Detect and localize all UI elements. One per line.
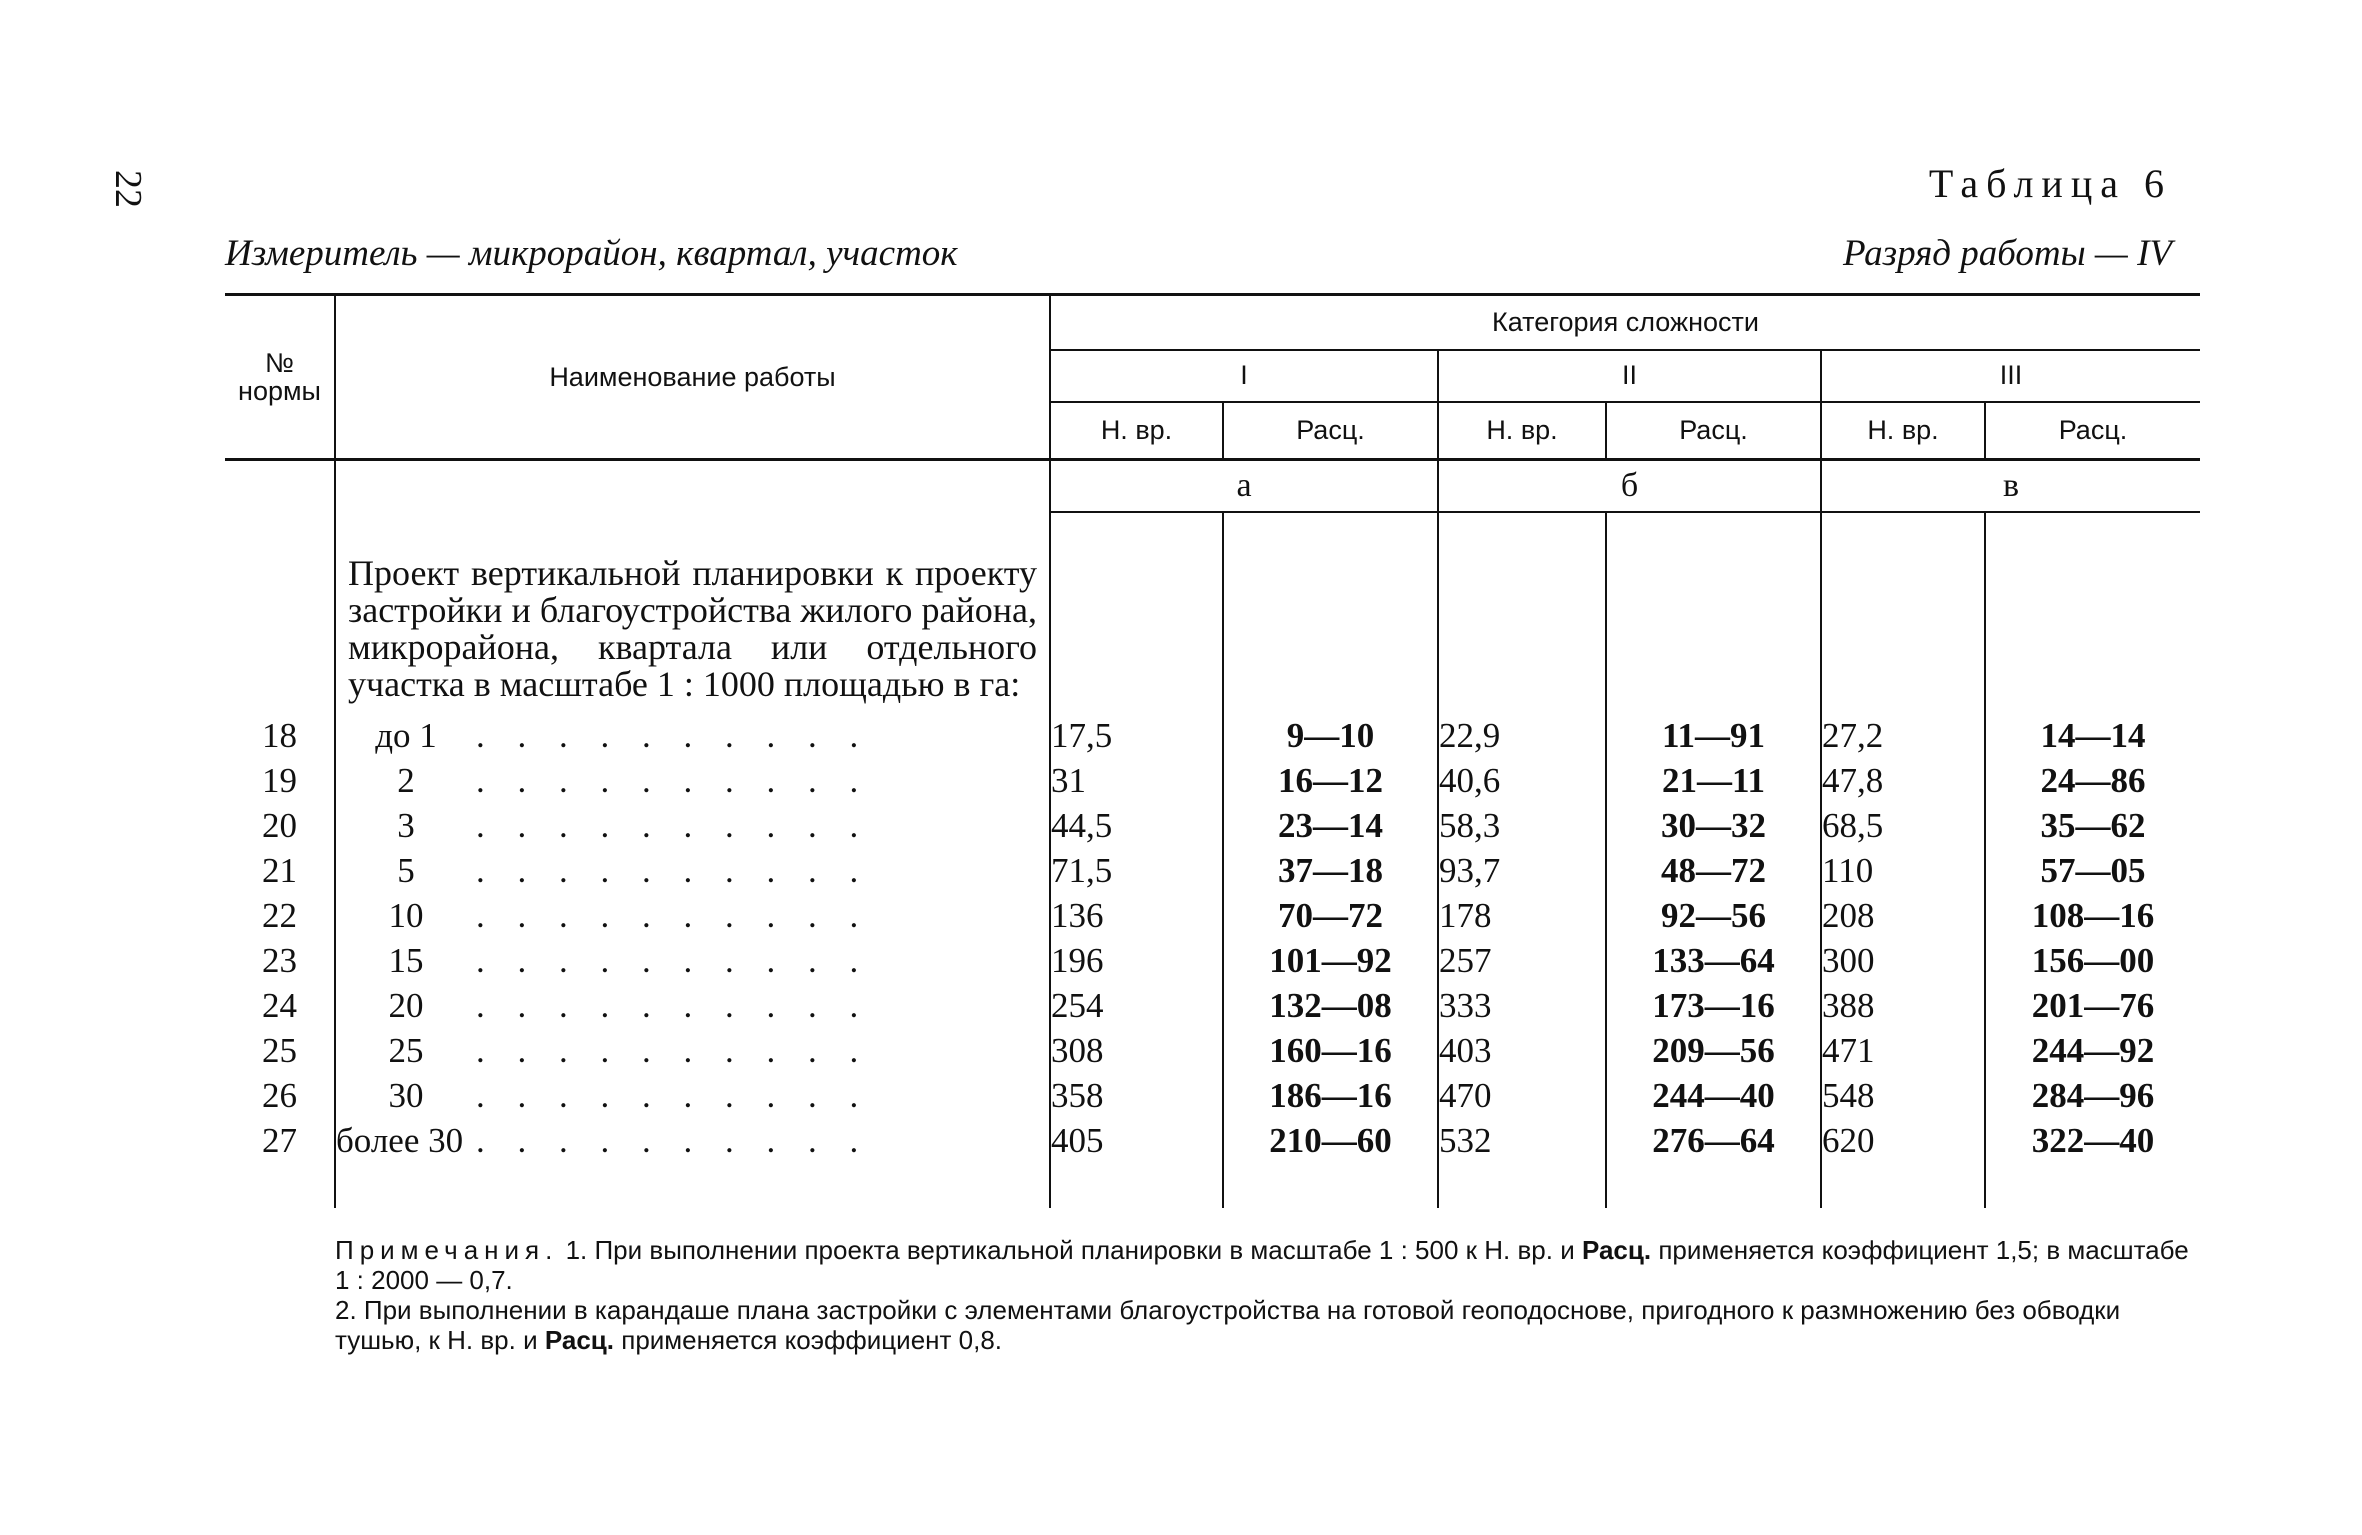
row-rasc-cat2: 11—91 [1606, 713, 1821, 758]
row-rasc-cat3: 24—86 [1985, 758, 2200, 803]
row-hvr-cat1: 196 [1050, 938, 1223, 983]
row-hvr-cat3: 620 [1821, 1118, 1985, 1163]
row-rasc-cat1: 186—16 [1223, 1073, 1438, 1118]
header-complexity-category: Категория сложности [1050, 295, 2200, 350]
row-hvr-cat1: 71,5 [1050, 848, 1223, 893]
row-work-name: 25 [388, 1030, 424, 1070]
row-rasc-cat1: 23—14 [1223, 803, 1438, 848]
note-2-bold: Расц. [544, 1325, 614, 1355]
norms-table [225, 293, 2200, 1208]
row-rasc-cat2: 209—56 [1606, 1028, 1821, 1073]
note-1-text-b: применяется коэффициент 1,5; в масштабе 1 : 2000 — 0,7. [335, 1235, 2189, 1295]
table-row [225, 893, 2200, 938]
row-rasc-cat1: 70—72 [1223, 893, 1438, 938]
header-category-2: II [1438, 350, 1821, 402]
header-rasc-2: Расц. [1606, 402, 1821, 460]
row-norm-number: 25 [262, 1030, 297, 1070]
row-rasc-cat1: 210—60 [1223, 1118, 1438, 1163]
header-rasc-3: Расц. [1985, 402, 2200, 460]
note-1-text-a: 1. При выполнении проекта вертикальной планировки в масштабе 1 : 500 к Н. вр. и [565, 1235, 1575, 1265]
notes [225, 1235, 2210, 1355]
row-rasc-cat3: 322—40 [1985, 1118, 2200, 1163]
table-row [225, 938, 2200, 983]
table-row [225, 803, 2200, 848]
row-rasc-cat3: 156—00 [1985, 938, 2200, 983]
row-norm-number: 23 [262, 940, 297, 980]
row-hvr-cat2: 333 [1438, 983, 1606, 1028]
dot-leader: . . . . . . . . . . [476, 1030, 871, 1070]
row-hvr-cat2: 22,9 [1438, 713, 1606, 758]
row-rasc-cat2: 30—32 [1606, 803, 1821, 848]
dot-leader: . . . . . . . . . . [476, 940, 871, 980]
work-grade: Разряд работы — IV [1842, 233, 2172, 274]
row-rasc-cat3: 35—62 [1985, 803, 2200, 848]
row-rasc-cat3: 244—92 [1985, 1028, 2200, 1073]
meta-row [225, 232, 2172, 275]
row-work-name: 3 [397, 805, 415, 845]
row-rasc-cat1: 132—08 [1223, 983, 1438, 1028]
row-hvr-cat2: 257 [1438, 938, 1606, 983]
letter-row [225, 460, 2200, 513]
table-row [225, 1073, 2200, 1118]
row-work-name: 20 [388, 985, 424, 1025]
row-work-name: 5 [397, 850, 415, 890]
row-rasc-cat2: 48—72 [1606, 848, 1821, 893]
letter-a: а [1050, 460, 1438, 513]
dot-leader: . . . . . . . . . . [476, 1075, 871, 1115]
measure-unit: Измеритель — микрорайон, квартал, участок [225, 233, 958, 274]
table-row [225, 758, 2200, 803]
row-hvr-cat1: 308 [1050, 1028, 1223, 1073]
table-row [225, 1118, 2200, 1163]
row-work-name: до 1 [375, 715, 437, 755]
row-hvr-cat3: 548 [1821, 1073, 1985, 1118]
row-hvr-cat1: 17,5 [1050, 713, 1223, 758]
row-hvr-cat3: 300 [1821, 938, 1985, 983]
row-rasc-cat2: 133—64 [1606, 938, 1821, 983]
table-row [225, 983, 2200, 1028]
row-hvr-cat2: 40,6 [1438, 758, 1606, 803]
row-hvr-cat2: 403 [1438, 1028, 1606, 1073]
spacer-row [225, 1163, 2200, 1208]
row-work-name: более 30 [336, 1120, 464, 1160]
note-2-text-b: применяется коэффициент 0,8. [621, 1325, 1003, 1355]
row-norm-number: 22 [262, 895, 297, 935]
row-hvr-cat2: 178 [1438, 893, 1606, 938]
row-rasc-cat2: 276—64 [1606, 1118, 1821, 1163]
note-1-bold: Расц. [1581, 1235, 1652, 1265]
dot-leader: . . . . . . . . . . [476, 1120, 871, 1160]
header-hvr-1: Н. вр. [1050, 402, 1223, 460]
header-hvr-3: Н. вр. [1821, 402, 1985, 460]
header-work-name: Наименование работы [335, 295, 1050, 460]
row-rasc-cat2: 21—11 [1606, 758, 1821, 803]
row-rasc-cat3: 201—76 [1985, 983, 2200, 1028]
row-rasc-cat2: 92—56 [1606, 893, 1821, 938]
row-hvr-cat1: 358 [1050, 1073, 1223, 1118]
row-rasc-cat2: 244—40 [1606, 1073, 1821, 1118]
row-rasc-cat1: 101—92 [1223, 938, 1438, 983]
row-hvr-cat3: 471 [1821, 1028, 1985, 1073]
row-rasc-cat1: 37—18 [1223, 848, 1438, 893]
row-work-name: 10 [388, 895, 424, 935]
intro-row [225, 512, 2200, 713]
dot-leader: . . . . . . . . . . [476, 760, 871, 800]
row-work-name: 30 [388, 1075, 424, 1115]
row-hvr-cat3: 47,8 [1821, 758, 1985, 803]
notes-title: Примечания. [335, 1235, 559, 1265]
row-hvr-cat3: 68,5 [1821, 803, 1985, 848]
header-category-3: III [1821, 350, 2200, 402]
letter-b: б [1438, 460, 1821, 513]
row-rasc-cat3: 14—14 [1985, 713, 2200, 758]
row-work-name: 15 [388, 940, 424, 980]
row-hvr-cat2: 93,7 [1438, 848, 1606, 893]
dot-leader: . . . . . . . . . . [476, 805, 871, 845]
dot-leader: . . . . . . . . . . [476, 985, 871, 1025]
table-title: Таблица 6 [1928, 161, 2172, 206]
row-work-name: 2 [397, 760, 415, 800]
header-category-1: I [1050, 350, 1438, 402]
row-hvr-cat3: 27,2 [1821, 713, 1985, 758]
row-rasc-cat1: 16—12 [1223, 758, 1438, 803]
dot-leader: . . . . . . . . . . [476, 715, 871, 755]
page-number: 22 [107, 170, 149, 208]
header-norm-no: № нормы [225, 295, 335, 460]
row-rasc-cat3: 57—05 [1985, 848, 2200, 893]
row-hvr-cat3: 388 [1821, 983, 1985, 1028]
intro-text: Проект вертикальной планировки к проекту застройки и благоустройства жилого района, микрорайона, квартала или отдельного участка в масштабе 1 : 1000 площадью в га: [348, 553, 1037, 704]
table-row [225, 1028, 2200, 1073]
row-norm-number: 20 [262, 805, 297, 845]
row-rasc-cat2: 173—16 [1606, 983, 1821, 1028]
table-row [225, 848, 2200, 893]
row-norm-number: 19 [262, 760, 297, 800]
row-norm-number: 18 [262, 715, 297, 755]
note-2-text-a: 2. При выполнении в карандаше плана застройки с элементами благоустройства на готовой геоподоснове, пригодного к размножению без обводки тушью, к Н. вр. и [335, 1295, 2121, 1355]
letter-c: в [1821, 460, 2200, 513]
row-hvr-cat2: 58,3 [1438, 803, 1606, 848]
row-rasc-cat3: 108—16 [1985, 893, 2200, 938]
row-norm-number: 26 [262, 1075, 297, 1115]
row-rasc-cat1: 160—16 [1223, 1028, 1438, 1073]
row-rasc-cat3: 284—96 [1985, 1073, 2200, 1118]
header-rasc-1: Расц. [1223, 402, 1438, 460]
row-hvr-cat3: 208 [1821, 893, 1985, 938]
row-hvr-cat2: 532 [1438, 1118, 1606, 1163]
row-rasc-cat1: 9—10 [1223, 713, 1438, 758]
row-hvr-cat3: 110 [1821, 848, 1985, 893]
dot-leader: . . . . . . . . . . [476, 850, 871, 890]
row-norm-number: 24 [262, 985, 297, 1025]
row-norm-number: 21 [262, 850, 297, 890]
row-hvr-cat2: 470 [1438, 1073, 1606, 1118]
row-hvr-cat1: 31 [1050, 758, 1223, 803]
row-hvr-cat1: 136 [1050, 893, 1223, 938]
row-hvr-cat1: 44,5 [1050, 803, 1223, 848]
row-hvr-cat1: 405 [1050, 1118, 1223, 1163]
row-norm-number: 27 [262, 1120, 297, 1160]
dot-leader: . . . . . . . . . . [476, 895, 871, 935]
row-hvr-cat1: 254 [1050, 983, 1223, 1028]
header-hvr-2: Н. вр. [1438, 402, 1606, 460]
table-row [225, 713, 2200, 758]
